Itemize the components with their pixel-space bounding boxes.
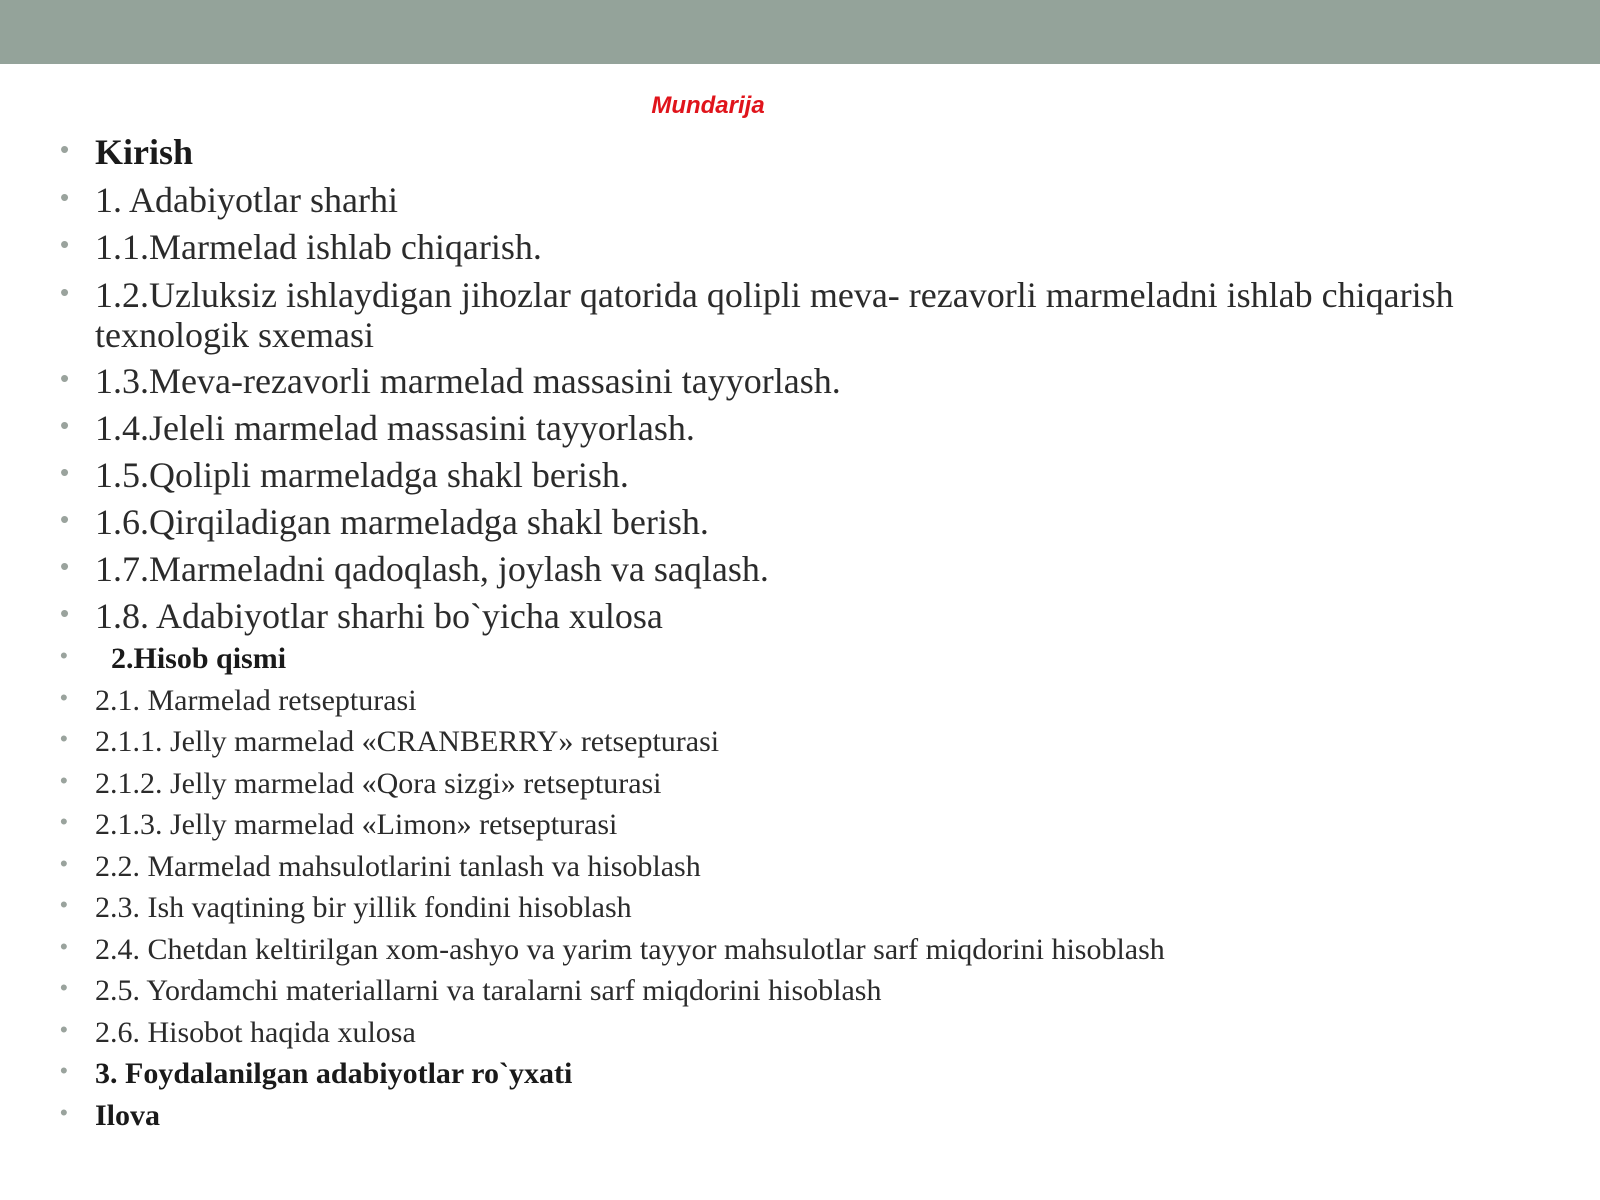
toc-item-text: 2.1.2. Jelly marmelad «Qora sizgi» retsepturasi	[95, 767, 662, 800]
bullet-icon: •	[60, 1100, 68, 1125]
toc-item-text: 1.6.Qirqiladigan marmeladga shakl berish.	[95, 502, 709, 542]
bullet-icon: •	[60, 229, 70, 259]
toc-item-text: 1.5.Qolipli marmeladga shakl berish.	[95, 455, 629, 495]
toc-item-text: 2.Hisob qismi	[111, 642, 287, 675]
toc-item-text: 2.4. Chetdan keltirilgan xom-ashyo va yarim tayyor mahsulotlar sarf miqdorini hisoblash	[95, 933, 1165, 966]
bullet-icon: •	[60, 134, 70, 164]
bullet-icon: •	[60, 277, 70, 307]
toc-item-text: 1.4.Jeleli marmelad massasini tayyorlash.	[95, 408, 695, 448]
bullet-icon: •	[60, 726, 68, 751]
bullet-icon: •	[60, 809, 68, 834]
toc-item-text: 3. Foydalanilgan adabiyotlar ro`yxati	[95, 1057, 573, 1090]
bullet-icon: •	[60, 851, 68, 876]
bullet-icon: •	[60, 504, 70, 534]
toc-item-text: 1.2.Uzluksiz ishlaydigan jihozlar qatorida qolipli meva- rezavorli marmeladni ishlab chiqarish texnologik sxemasi	[95, 275, 1454, 355]
toc-item-text: 2.5. Yordamchi materiallarni va taralarni sarf miqdorini hisoblash	[95, 974, 882, 1007]
bullet-icon: •	[60, 643, 68, 668]
toc-item-text: 1.1.Marmelad ishlab chiqarish.	[95, 227, 542, 267]
bullet-icon: •	[60, 598, 70, 628]
toc-item-text: 1.8. Adabiyotlar sharhi bo`yicha xulosa	[95, 596, 663, 636]
bullet-icon: •	[60, 934, 68, 959]
toc-item-text: 2.1. Marmelad retsepturasi	[95, 684, 417, 717]
bullet-icon: •	[60, 410, 70, 440]
toc-item-text: 2.2. Marmelad mahsulotlarini tanlash va hisoblash	[95, 850, 701, 883]
slide-title: Mundarija	[651, 92, 765, 119]
toc-item-text: 2.1.1. Jelly marmelad «CRANBERRY» retsepturasi	[95, 725, 720, 758]
toc-item-text: Ilova	[95, 1099, 161, 1132]
toc-item-text: 2.1.3. Jelly marmelad «Limon» retsepturasi	[95, 808, 618, 841]
bullet-icon: •	[60, 182, 70, 212]
bullet-icon: •	[60, 892, 68, 917]
bullet-icon: •	[60, 975, 68, 1000]
bullet-icon: •	[60, 363, 70, 393]
bullet-icon: •	[60, 457, 70, 487]
bullet-icon: •	[60, 1017, 68, 1042]
toc-item-text: 2.3. Ish vaqtining bir yillik fondini hisoblash	[95, 891, 632, 924]
toc-item-text: 1.3.Meva-rezavorli marmelad massasini tayyorlash.	[95, 361, 841, 401]
toc-item-text: Kirish	[95, 132, 194, 172]
bullet-icon: •	[60, 1058, 68, 1083]
bullet-icon: •	[60, 768, 68, 793]
bullet-icon: •	[60, 685, 68, 710]
toc-item-text: 1. Adabiyotlar sharhi	[95, 180, 398, 220]
bullet-icon: •	[60, 551, 70, 581]
toc-item-text: 1.7.Marmeladni qadoqlash, joylash va saqlash.	[95, 549, 769, 589]
toc-item-text: 2.6. Hisobot haqida xulosa	[95, 1016, 416, 1049]
